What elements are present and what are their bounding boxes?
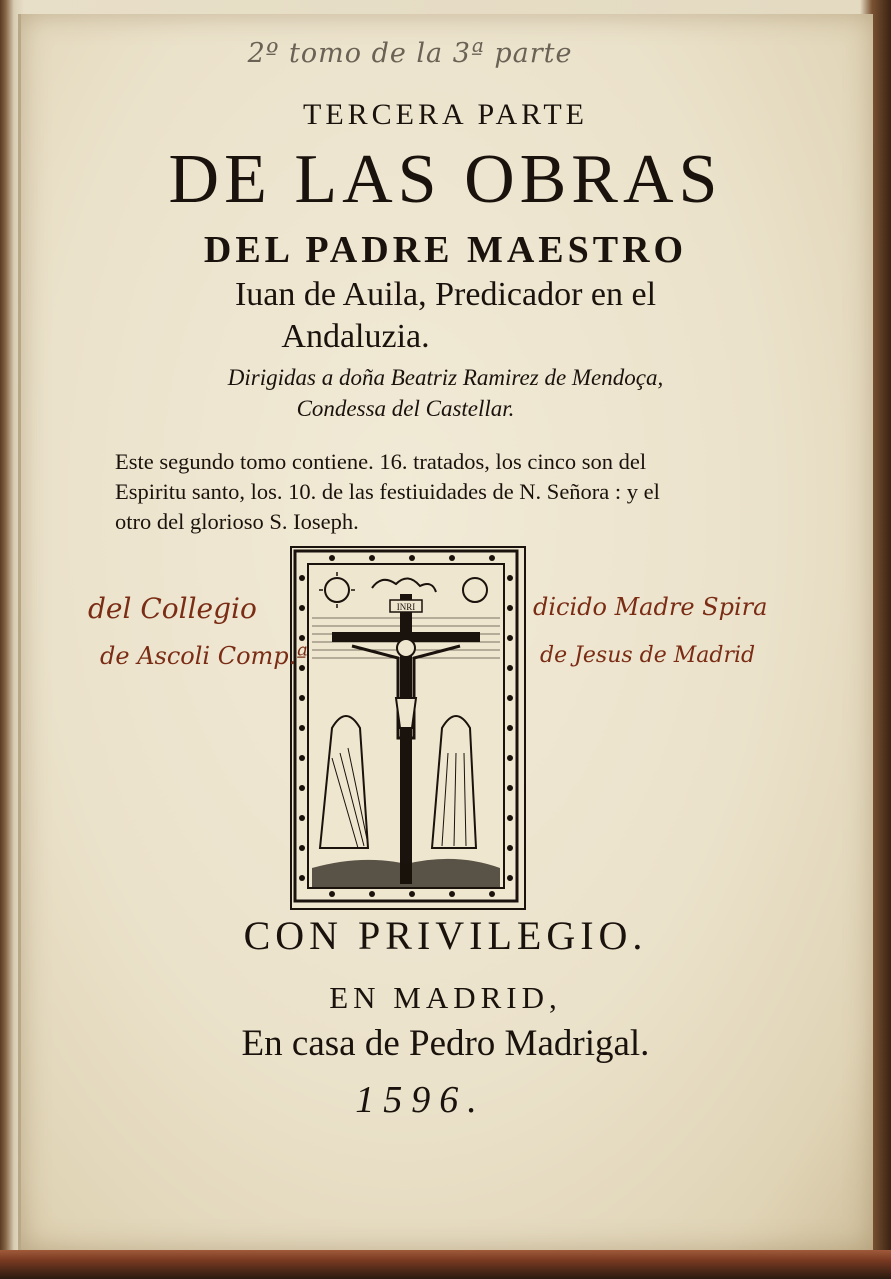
woodcut-inscription: INRI [396,602,416,612]
title-line-1: TERCERA PARTE [303,98,588,131]
contents-line-3: otro del glorioso S. Ioseph. [115,509,359,534]
privilege-line: CON PRIVILEGIO. [243,913,648,958]
dedication-line-1: Dirigidas a doña Beatriz Ramirez de Mendoça, [227,365,664,390]
title-line-4: Iuan de Auila, Predicador en el [234,276,657,313]
imprint-place: EN MADRID, [329,980,562,1015]
imprint-year: 1596. [355,1079,486,1121]
title-line-2: DE LAS OBRAS [168,141,723,218]
inscription-left-2: de Ascoli Comp.ª [100,642,308,670]
imprint-printer: En casa de Pedro Madrigal. [241,1023,650,1064]
title-line-5: Andaluzia. [281,318,430,355]
inscription-left-1: del Collegio [88,592,257,625]
inscription-right-2: de Jesus de Madrid [540,643,756,668]
title-line-3: DEL PADRE MAESTRO [203,229,688,271]
dedication-line-2: Condessa del Castellar. [296,396,515,421]
contents-paragraph [115,447,715,537]
crucifixion-woodcut [290,546,526,910]
book-bottom-edge [0,1250,891,1279]
inscription-right-1: dicido Madre Spira [533,593,768,621]
handwritten-volume-note: 2º tomo de la 3ª parte [247,38,573,69]
contents-line-1: Este segundo tomo contiene. 16. tratados, los cinco son del [115,449,647,474]
contents-line-2: Espiritu santo, los. 10. de las festiuidades de N. Señora : y el [115,479,660,504]
